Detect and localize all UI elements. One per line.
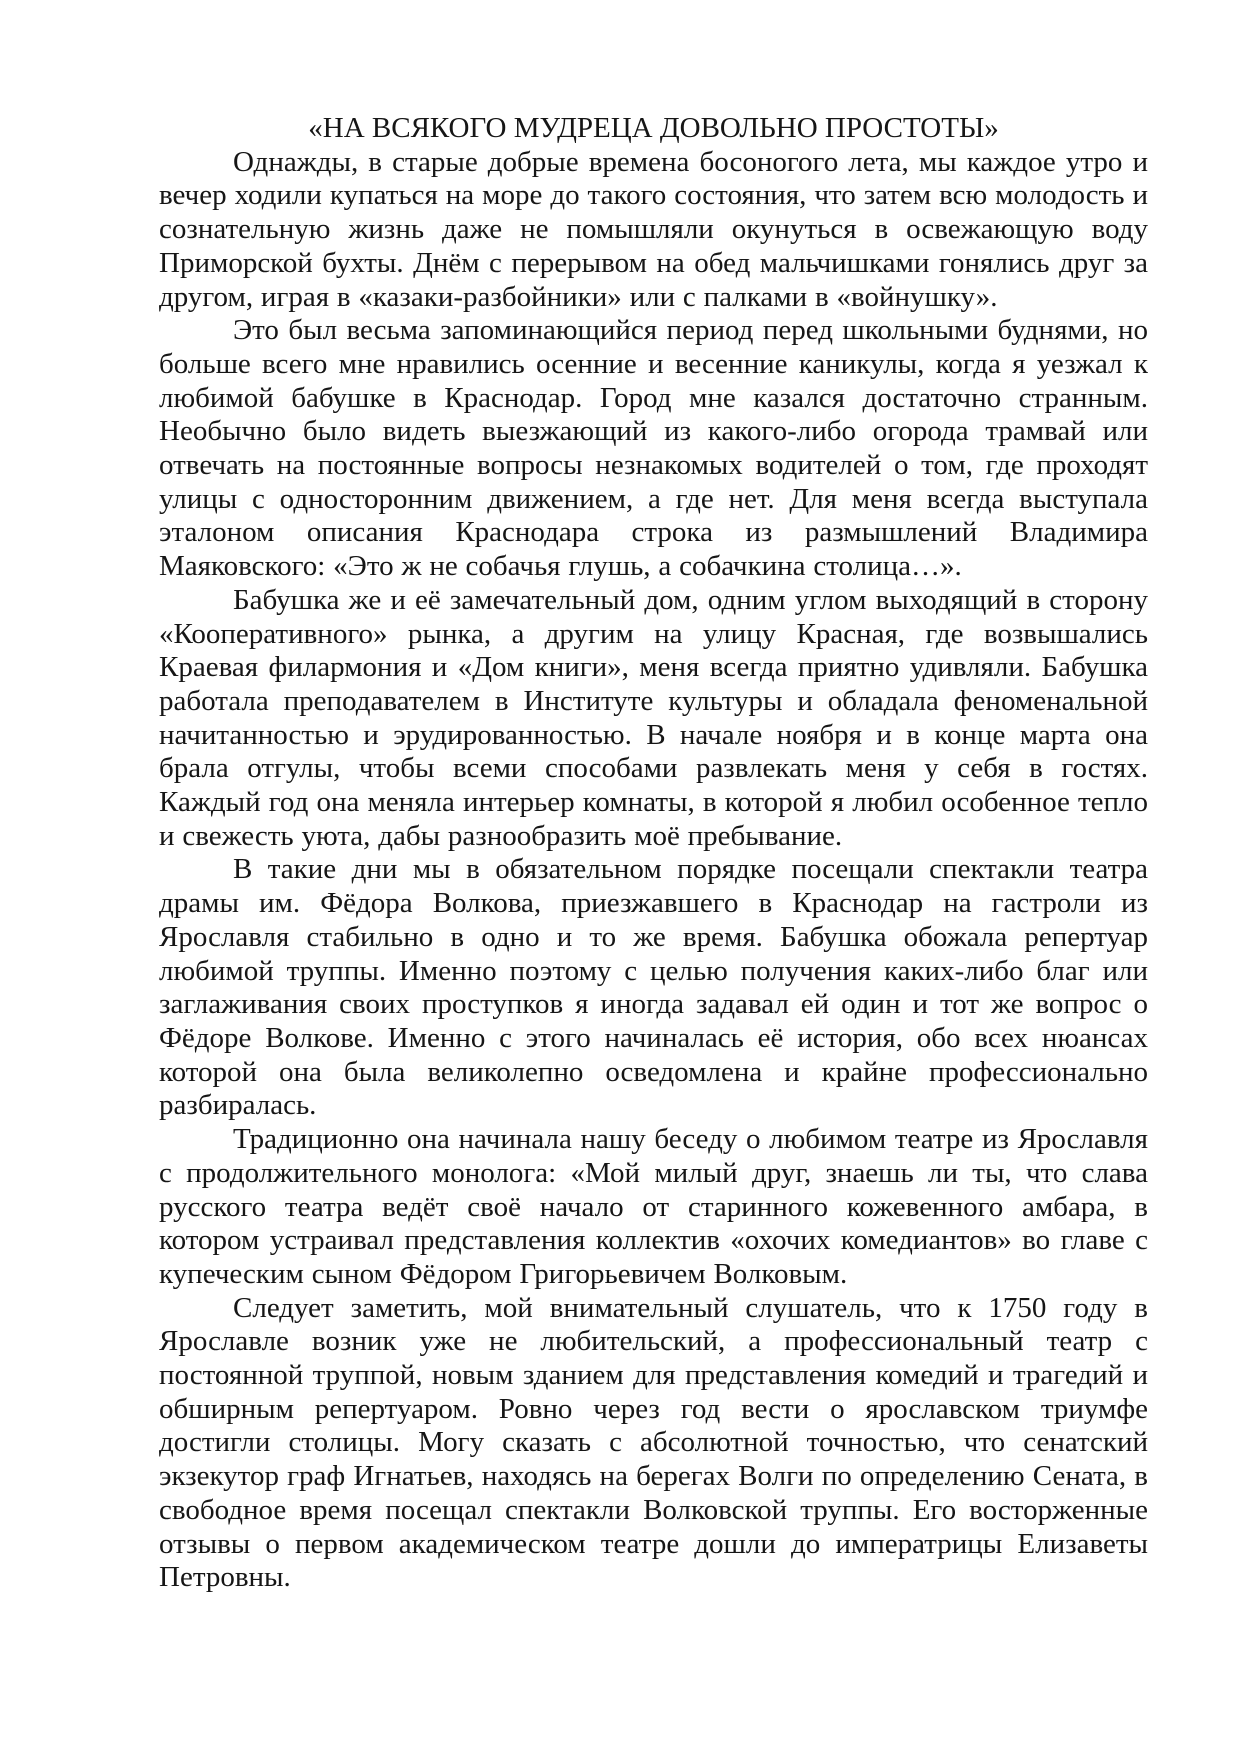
paragraph-grandmother-house: Бабушка же и её замечательный дом, одним углом выходящий в сторону «Кооперативного» рынка, а другим на улицу Красная, где возвышались Краевая филармония и «Дом книги», меня всегда приятно удивляли. Бабушка работала преподавателем в Институте культуры и обладала феноменальной начитанностью и эрудированностью. В начале ноября и в конце марта она брала отгулы, чтобы всеми способами развлекать меня у себя в гостях. Каждый год она меняла интерьер комнаты, в которой я любил особенное тепло и свежесть уюта, дабы разнообразить моё пребывание.: [159, 583, 1148, 852]
paragraph-yaroslavl-theatre: Следует заметить, мой внимательный слушатель, что к 1750 году в Ярославле возник уже не любительский, а профессиональный театр с постоянной труппой, новым зданием для представления комедий и трагедий и обширным репертуаром. Ровно через год вести о ярославском триумфе достигли столицы. Могу сказать с абсолютной точностью, что сенатский экзекутор граф Игнатьев, находясь на берегах Волги по определению Сената, в свободное время посещал спектакли Волковской труппы. Его восторженные отзывы о первом академическом театре дошли до императрицы Елизаветы Петровны.: [159, 1291, 1148, 1594]
paragraph-krasnodar: Это был весьма запоминающийся период перед школьными буднями, но больше всего мне нравились осенние и весенние каникулы, когда я уезжал к любимой бабушке в Краснодар. Город мне казался достаточно странным. Необычно было видеть выезжающий из какого-либо огорода трамвай или отвечать на постоянные вопросы незнакомых водителей о том, где проходят улицы с односторонним движением, а где нет. Для меня всегда выступала эталоном описания Краснодара строка из размышлений Владимира Маяковского: «Это ж не собачья глушь, а собачкина столица…».: [159, 314, 1148, 583]
paragraph-summer: Однажды, в старые добрые времена босоногого лета, мы каждое утро и вечер ходили купаться на море до такого состояния, что затем всю молодость и сознательную жизнь даже не помышляли окунуться в освежающую воду Приморской бухты. Днём с перерывом на обед мальчишками гонялись друг за другом, играя в «казаки-разбойники» или с палками в «войнушку».: [159, 145, 1148, 313]
paragraph-theatre-visits: В такие дни мы в обязательном порядке посещали спектакли театра драмы им. Фёдора Волкова, приезжавшего в Краснодар на гастроли из Ярославля стабильно в одно и то же время. Бабушка обожала репертуар любимой труппы. Именно поэтому с целью получения каких-либо благ или заглаживания своих проступков я иногда задавал ей один и тот же вопрос о Фёдоре Волкове. Именно с этого начиналась её история, обо всех нюансах которой она была великолепно осведомлена и крайне профессионально разбиралась.: [159, 853, 1148, 1122]
document-title: «НА ВСЯКОГО МУДРЕЦА ДОВОЛЬНО ПРОСТОТЫ»: [308, 112, 999, 144]
document-content: [159, 112, 1148, 1595]
paragraph-monologue-start: Традиционно она начинала нашу беседу о любимом театре из Ярославля с продолжительного монолога: «Мой милый друг, знаешь ли ты, что слава русского театра ведёт своё начало от старинного кожевенного амбара, в котором устраивал представления коллектив «охочих комедиантов» во главе с купеческим сыном Фёдором Григорьевичем Волковым.: [159, 1123, 1148, 1290]
